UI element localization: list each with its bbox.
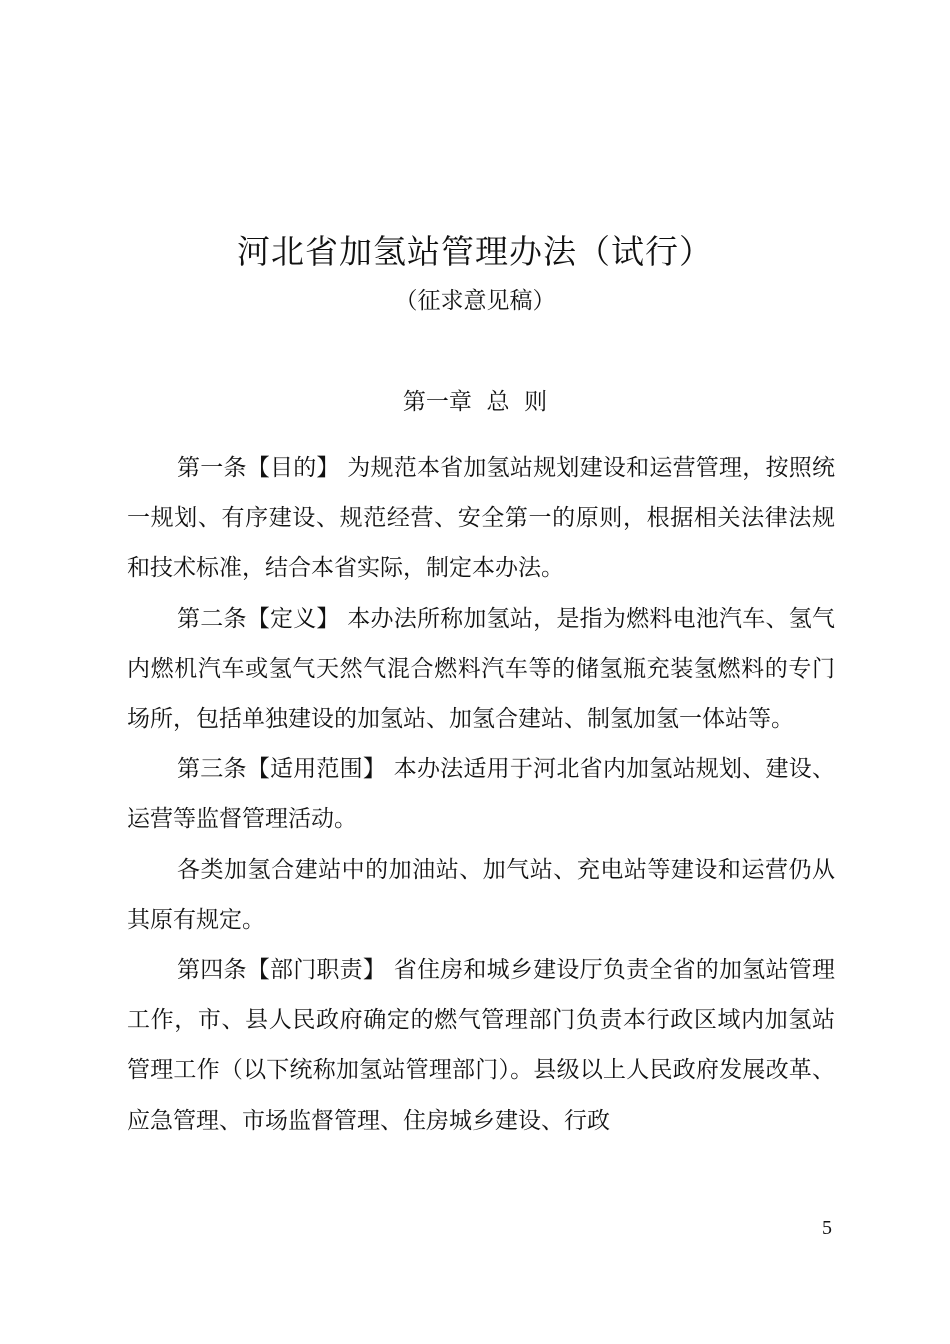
article-3-supplement-paragraph: 各类加氢合建站中的加油站、加气站、充电站等建设和运营仍从其原有规定。 <box>127 856 835 933</box>
page-number: 5 <box>822 1217 832 1239</box>
document-subtitle: （征求意见稿） <box>394 288 556 314</box>
chapter-heading: 第一章 总 则 <box>402 389 548 415</box>
document-body <box>127 443 835 1146</box>
document-title: 河北省加氢站管理办法（试行） <box>237 232 713 271</box>
article-3-paragraph: 第三条【适用范围】 本办法适用于河北省内加氢站规划、建设、运营等监督管理活动。 <box>127 756 835 833</box>
article-1-paragraph: 第一条【目的】 为规范本省加氢站规划建设和运营管理，按照统一规划、有序建设、规范经营、安全第一的原则，根据相关法律法规和技术标准，结合本省实际，制定本办法。 <box>127 455 835 582</box>
article-4-paragraph: 第四条【部门职责】 省住房和城乡建设厅负责全省的加氢站管理工作，市、县人民政府确定的燃气管理部门负责本行政区域内加氢站管理工作（以下统称加氢站管理部门）。县级以上人民政府发展改革、应急管理、市场监督管理、住房城乡建设、行政 <box>127 957 835 1134</box>
article-2-paragraph: 第二条【定义】 本办法所称加氢站，是指为燃料电池汽车、氢气内燃机汽车或氢气天然气混合燃料汽车等的储氢瓶充装氢燃料的专门场所，包括单独建设的加氢站、加氢合建站、制氢加氢一体站等。 <box>127 605 835 733</box>
